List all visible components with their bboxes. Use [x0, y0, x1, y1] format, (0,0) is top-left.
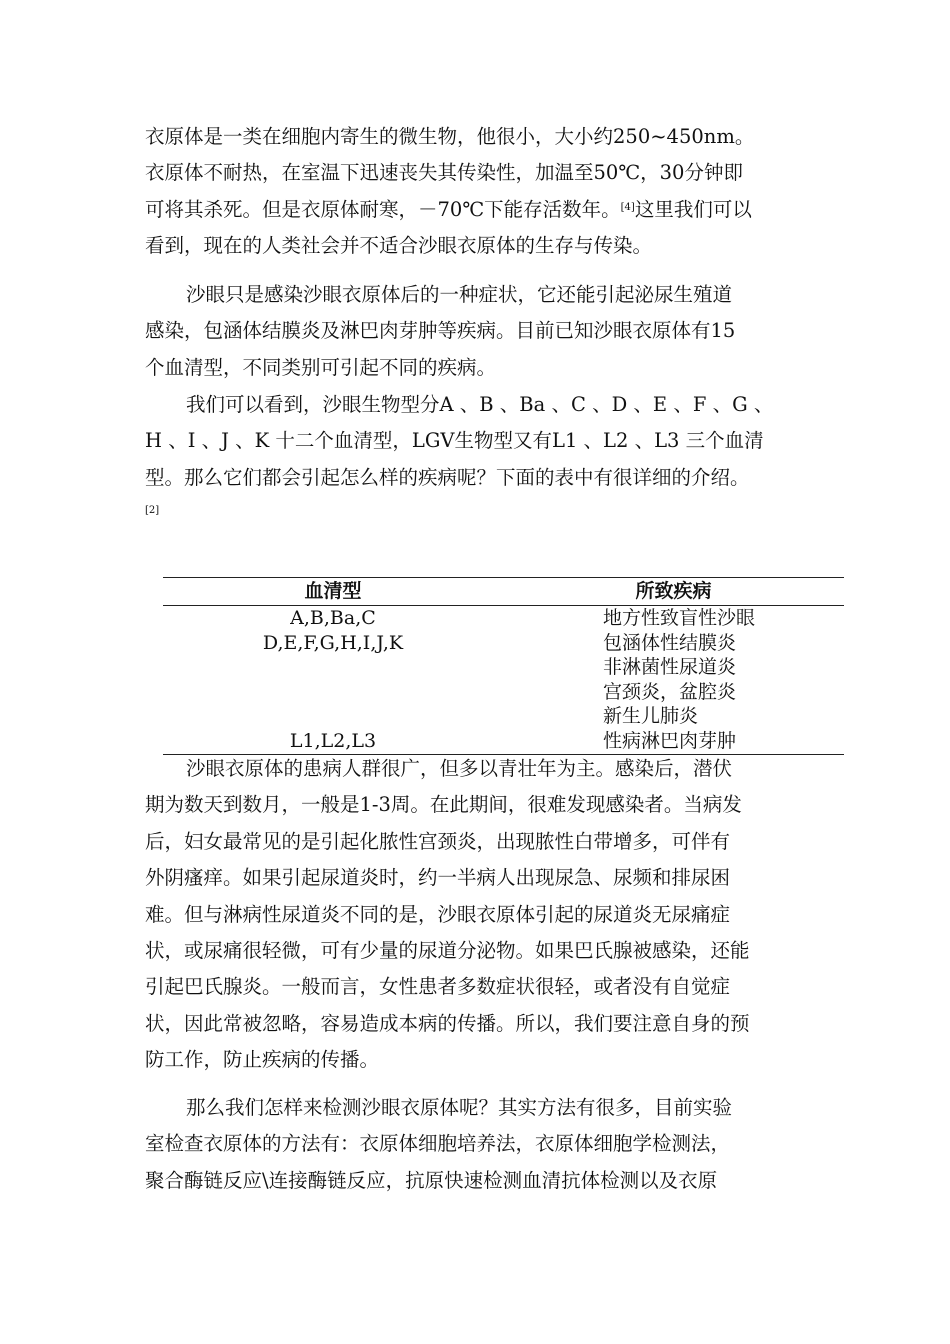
text-line: 我们可以看到，沙眼生物型分A 、B 、Ba 、C 、D 、E 、F 、G 、 [186, 393, 774, 416]
table-row [163, 631, 844, 656]
paragraph-serotypes [145, 387, 815, 496]
table-row [163, 704, 844, 729]
header-serotype: 血清型 [163, 578, 503, 606]
text-line: 型。那么它们都会引起怎么样的疾病呢？下面的表中有很详细的介绍。 [145, 465, 750, 489]
text-line: 那么我们怎样来检测沙眼衣原体呢？其实方法有很多，目前实验 [186, 1096, 733, 1119]
cell-disease: 包涵体性结膜炎 [603, 631, 737, 654]
text-line: 沙眼衣原体的患病人群很广，但多以青壮年为主。感染后，潜伏 [186, 757, 733, 780]
text-line: 个血清型，不同类别可引起不同的疾病。 [145, 355, 497, 379]
text-fragment: 这里我们可以 [634, 197, 752, 221]
text-line: 引起巴氏腺炎。一般而言，女性患者多数症状很轻，或者没有自觉症 [145, 975, 731, 999]
paragraph-chlamydia-intro [145, 119, 815, 265]
cell-serotype [163, 655, 503, 680]
text-line: 衣原体是一类在细胞内寄生的微生物，他很小，大小约250~450nm。 [145, 125, 755, 148]
text-line: 感染，包涵体结膜炎及淋巴肉芽肿等疾病。目前已知沙眼衣原体有15 [145, 319, 736, 343]
paragraph-trachoma-diseases [145, 277, 815, 386]
citation-ref: [2] [145, 505, 160, 516]
cell-disease: 非淋菌性尿道炎 [603, 656, 737, 679]
cell-disease: 性病淋巴肉芽肿 [503, 729, 844, 754]
cell-disease: 宫颈炎，盆腔炎 [603, 680, 737, 703]
table-row [163, 680, 844, 705]
citation-ref: [4] [620, 201, 635, 213]
cell-serotype: A,B,Ba,C [290, 607, 376, 629]
text-line: 难。但与淋病性尿道炎不同的是，沙眼衣原体引起的尿道炎无尿痛症 [145, 902, 731, 926]
text-line: H 、I 、J 、K 十二个血清型，LGV生物型又有L1 、L2 、L3 三个血清 [145, 429, 764, 453]
cell-serotype [163, 704, 503, 729]
text-line: 状，或尿痛很轻微，可有少量的尿道分泌物。如果巴氏腺被感染，还能 [145, 939, 750, 963]
header-disease: 所致疾病 [503, 578, 844, 606]
paragraph-patients-symptoms [145, 751, 815, 1079]
text-line: 看到，现在的人类社会并不适合沙眼衣原体的生存与传染。 [145, 234, 653, 258]
text-line: 状，因此常被忽略，容易造成本病的传播。所以，我们要注意自身的预 [145, 1011, 750, 1035]
cell-disease: 新生儿肺炎 [603, 705, 699, 728]
text-line [145, 192, 815, 228]
text-line: 聚合酶链反应\连接酶链反应，抗原快速检测血清抗体检测以及衣原 [145, 1168, 718, 1192]
text-line: 沙眼只是感染沙眼衣原体后的一种症状，它还能引起泌尿生殖道 [186, 283, 733, 306]
table-header-row [163, 578, 844, 606]
cell-serotype: D,E,F,G,H,I,J,K [262, 631, 404, 654]
cell-serotype: L1,L2,L3 [163, 729, 503, 754]
text-line: 期为数天到数月，一般是1-3周。在此期间，很难发现感染者。当病发 [145, 793, 742, 817]
paragraph-detection-methods [145, 1090, 815, 1199]
text-fragment: 可将其杀死。但是衣原体耐寒，－70℃下能存活数年。 [145, 197, 621, 221]
cell-disease: 地方性致盲性沙眼 [603, 607, 756, 629]
table-row [163, 655, 844, 680]
text-line: 室检查衣原体的方法有：衣原体细胞培养法，衣原体细胞学检测法， [145, 1132, 731, 1156]
serotype-disease-table [163, 577, 844, 755]
text-line: 衣原体不耐热，在室温下迅速丧失其传染性，加温至50℃，30分钟即 [145, 161, 743, 185]
text-line: 后，妇女最常见的是引起化脓性宫颈炎，出现脓性白带增多，可伴有 [145, 829, 731, 853]
text-line: 外阴瘙痒。如果引起尿道炎时，约一半病人出现尿急、尿频和排尿困 [145, 866, 731, 890]
text-line: 防工作，防止疾病的传播。 [145, 1048, 380, 1072]
table-row [163, 606, 844, 631]
cell-serotype [163, 680, 503, 705]
